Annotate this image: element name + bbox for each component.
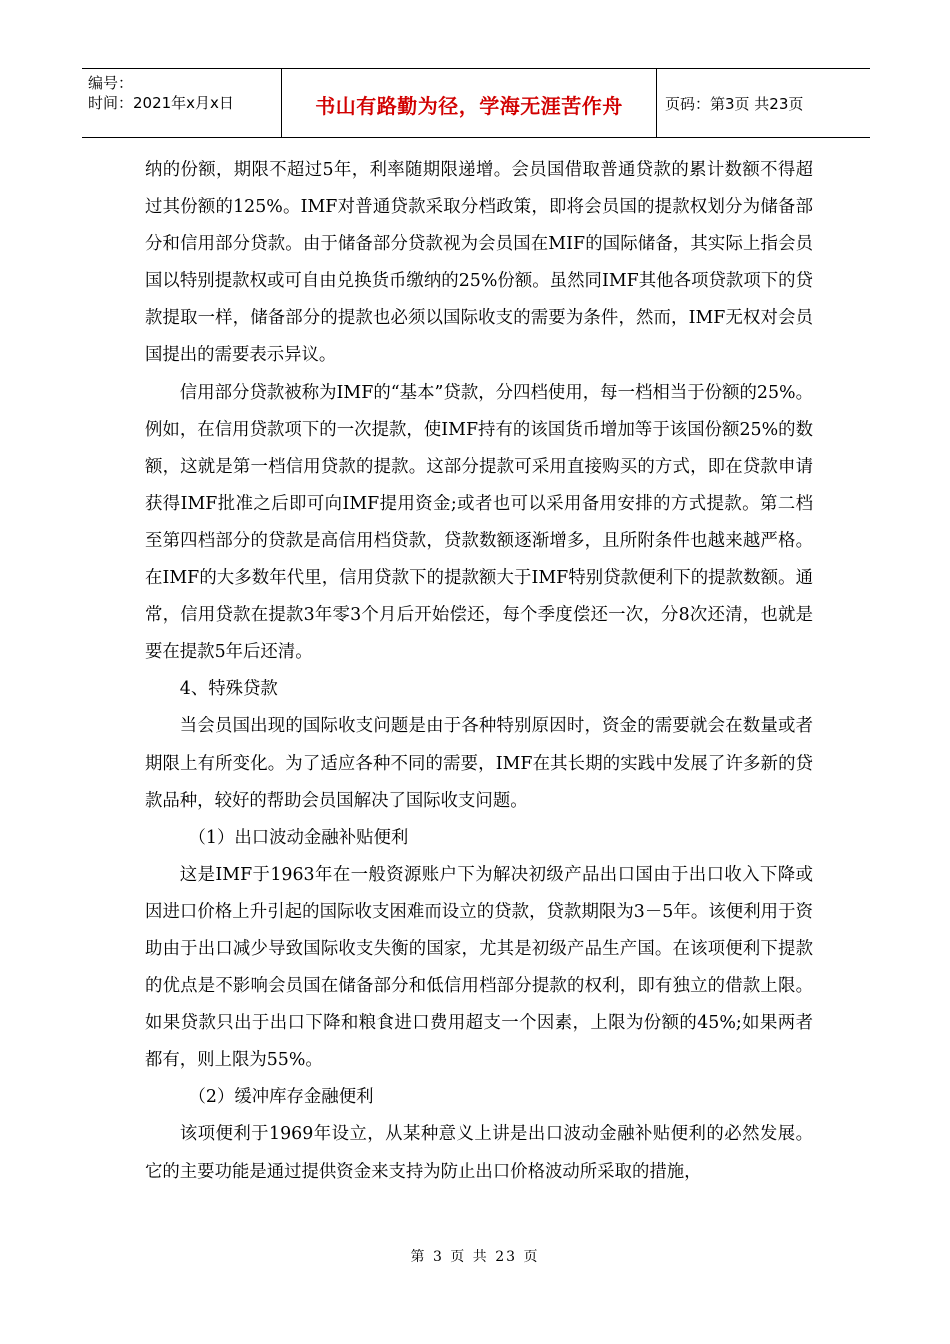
header-meta <box>82 69 282 137</box>
date-label: 时间：2021年x月x日 <box>88 94 234 112</box>
document-body <box>145 152 813 1191</box>
paragraph: 该项便利于1969年设立，从某种意义上讲是出口波动金融补贴便利的必然发展。它的主要功能是通过提供资金来支持为防止出口价格波动所采取的措施， <box>145 1124 813 1182</box>
section-heading: 4、特殊贷款 <box>179 679 278 700</box>
header-motto: 书山有路勤为径，学海无涯苦作舟 <box>282 69 657 137</box>
paragraph: 这是IMF于1963年在一般资源账户下为解决初级产品出口国由于出口收入下降或因进口价格上升引起的国际收支困难而设立的贷款，贷款期限为3－5年。该便利用于资助由于出口减少导致国际收支失衡的国家，尤其是初级产品生产国。在该项便利下提款的优点是不影响会员国在储备部分和低信用档部分提款的权利，即有独立的借款上限。如果贷款只出于出口下降和粮食进口费用超支一个因素，上限为份额的45%;如果两者都有，则上限为55%。 <box>145 864 813 1071</box>
header-page-info: 页码：第3页 共23页 <box>665 94 804 113</box>
subsection-heading: （2）缓冲库存金融便利 <box>188 1087 374 1108</box>
paragraph: 信用部分贷款被称为IMF的“基本”贷款，分四档使用，每一档相当于份额的25%。例如，在信用贷款项下的一次提款，使IMF持有的该国货币增加等于该国份额25%的数额，这就是第一档信用贷款的提款。这部分提款可采用直接购买的方式，即在贷款申请获得IMF批准之后即可向IMF提用资金;或者也可以采用备用安排的方式提款。第二档至第四档部分的贷款是高信用档贷款，贷款数额逐渐增多，且所附条件也越来越严格。在IMF的大多数年代里，信用贷款下的提款额大于IMF特别贷款便利下的提款数额。通常，信用贷款在提款3年零3个月后开始偿还，每个季度偿还一次，分8次还清，也就是要在提款5年后还清。 <box>145 382 813 663</box>
subsection-heading: （1）出口波动金融补贴便利 <box>188 827 409 848</box>
page-header <box>82 68 870 138</box>
page-footer: 第 3 页 共 23 页 <box>410 1249 540 1265</box>
paragraph: 纳的份额，期限不超过5年，利率随期限递增。会员国借取普通贷款的累计数额不得超过其份额的125%。IMF对普通贷款采取分档政策，即将会员国的提款权划分为储备部分和信用部分贷款。由于储备部分贷款视为会员国在MIF的国际储备，其实际上指会员国以特别提款权或可自由兑换货币缴纳的25%份额。虽然同IMF其他各项贷款项下的贷款提取一样，储备部分的提款也必须以国际收支的需要为条件，然而，IMF无权对会员国提出的需要表示异议。 <box>145 160 813 366</box>
code-label: 编号： <box>88 74 134 92</box>
paragraph: 当会员国出现的国际收支问题是由于各种特别原因时，资金的需要就会在数量或者期限上有所变化。为了适应各种不同的需要，IMF在其长期的实践中发展了许多新的贷款品种，较好的帮助会员国解决了国际收支问题。 <box>145 716 813 811</box>
